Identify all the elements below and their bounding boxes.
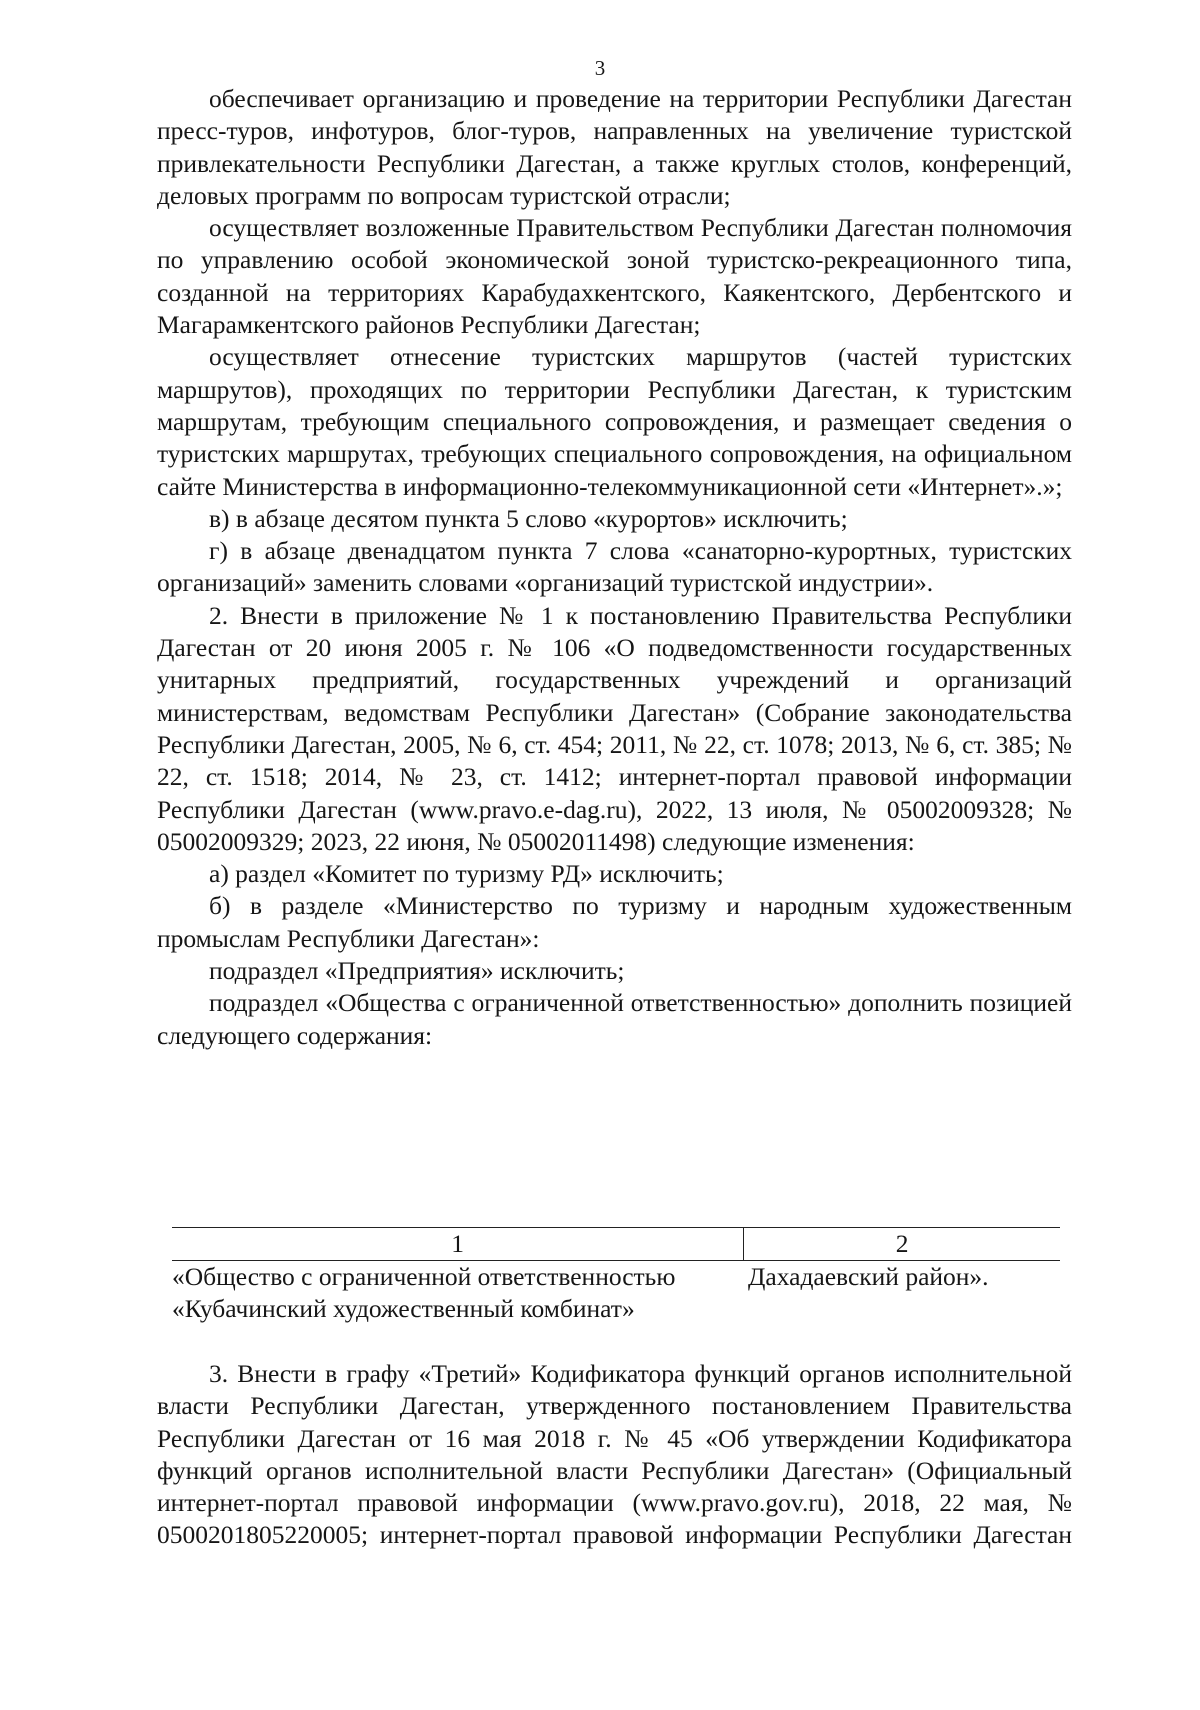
paragraph-subsection-enterprises: подраздел «Предприятия» исключить; — [209, 956, 625, 986]
table-header-col-1: 1 — [172, 1228, 744, 1260]
table-cell-district: Дахадаевский район». — [748, 1262, 989, 1291]
paragraph-subsection-llc: подраздел «Общества с ограниченной ответственностью» дополнить позицией следующего содержания: — [157, 988, 1072, 1050]
paragraph-item-v: в) в абзаце десятом пункта 5 слово «курортов» исключить; — [209, 503, 848, 533]
page-number: 3 — [594, 56, 606, 80]
paragraph-item-b: б) в разделе «Министерство по туризму и народным художественным промыслам Республики Дагестан»: — [157, 891, 1072, 953]
paragraph-press-tours: обеспечивает организацию и проведение на территории Республики Дагестан пресс-туров, инфотуров, блог-туров, направленных на увеличение туристской привлекательности Республики Дагестан, а также круглых столов, конференций, деловых программ по вопросам туристской отрасли; — [157, 84, 1072, 210]
paragraph-item-g: г) в абзаце двенадцатом пункта 7 слова «санаторно-курортных, туристских организаций» заменить словами «организаций туристской индустрии». — [157, 536, 1072, 598]
table-header-col-2: 2 — [895, 1229, 909, 1258]
paragraph-section-2: 2. Внести в приложение № 1 к постановлению Правительства Республики Дагестан от 20 июня 2005 г. № 106 «О подведомственности государственных унитарных предприятий, государственных учреждений и организаций министерствам, ведомствам Республики Дагестан» (Собрание законодательства Республики Дагестан, 2005, № 6, ст. 454; 2011, № 22, ст. 1078; 2013, № 6, ст. 385; № 22, ст. 1518; 2014, № 23, ст. 1412; интернет-портал правовой информации Республики Дагестан (www.pravo.e-dag.ru), 2022, 13 июля, № 05002009328; № 05002009329; 2023, 22 июня, № 05002011498) следующие изменения: — [157, 600, 1072, 856]
paragraph-section-3: 3. Внести в графу «Третий» Кодификатора функций органов исполнительной власти Республики Дагестан, утвержденного постановлением Правительства Республики Дагестан от 16 мая 2018 г. № 45 «Об утверждении Кодификатора функций органов исполнительной власти Республики Дагестан» (Официальный интернет-портал правовой информации (www.pravo.gov.ru), 2018, 22 мая, № 0500201805220005; интернет-портал правовой информации Республики Дагестан — [157, 1359, 1072, 1550]
paragraph-economic-zone: осуществляет возложенные Правительством Республики Дагестан полномочия по управлению особой экономической зоной туристско-рекреационного типа, созданной на территориях Карабудахкентского, Каякентского, Дербентского и Магарамкентского районов Республики Дагестан; — [157, 213, 1072, 340]
document-body-top — [157, 83, 1072, 1052]
table-row — [172, 1261, 1060, 1325]
organization-line-2: «Кубачинский художественный комбинат» — [172, 1294, 635, 1323]
document-body-bottom — [157, 1358, 1072, 1552]
paragraph-tourist-routes: осуществляет отнесение туристских маршрутов (частей туристских маршрутов), проходящих по территории Республики Дагестан, к туристским маршрутам, требующим специального сопровождения, и размещает сведения о туристских маршрутах, требующих специального сопровождения, на официальном сайте Министерства в информационно-телекоммуникационной сети «Интернет».»; — [157, 342, 1072, 501]
insertion-table — [172, 1227, 1060, 1325]
paragraph-item-a: а) раздел «Комитет по туризму РД» исключить; — [209, 859, 724, 889]
table-header-row — [172, 1227, 1060, 1261]
organization-line-1: «Общество с ограниченной ответственностью — [172, 1262, 676, 1291]
table-cell-organization — [172, 1261, 744, 1325]
